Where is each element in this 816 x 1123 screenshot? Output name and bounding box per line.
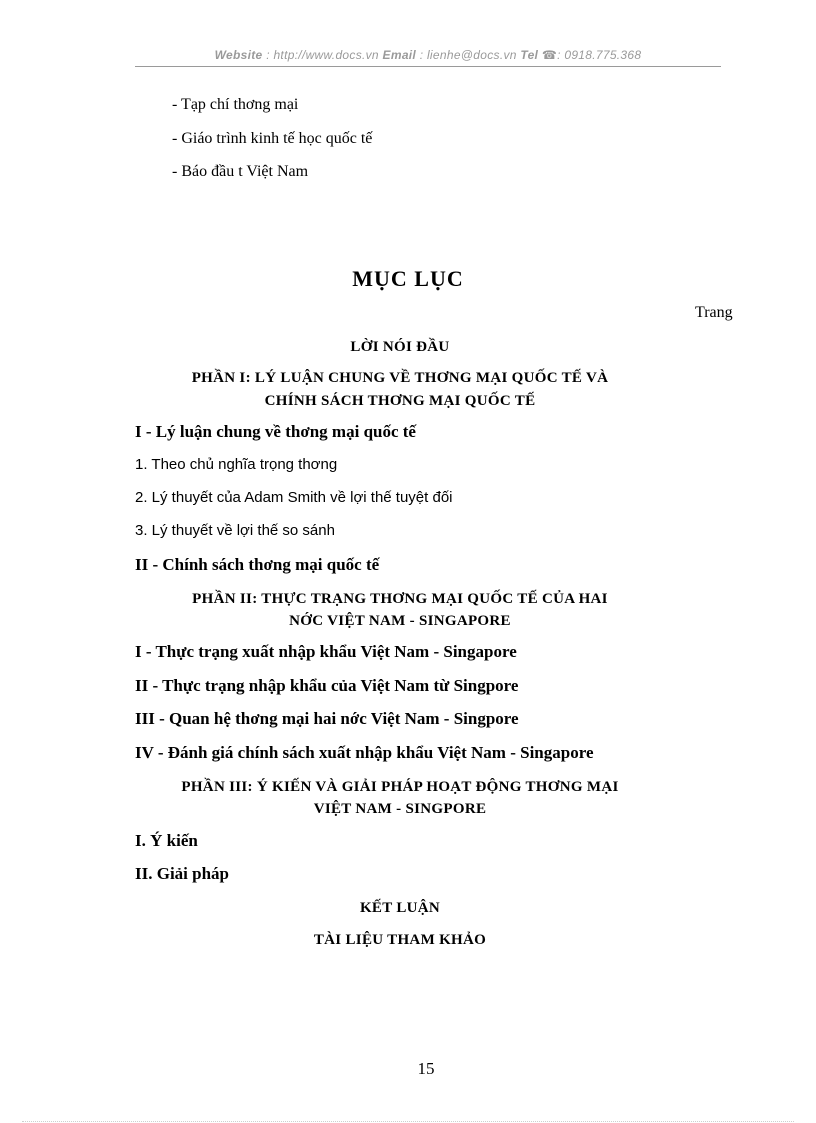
phone-icon: ☎	[541, 48, 558, 62]
toc-conclusion: KẾT LUẬN	[359, 900, 441, 916]
toc-entry: 1. Theo chủ nghĩa trọng thơng	[135, 456, 338, 473]
toc-entry: IV - Đánh giá chính sách xuất nhập khẩu Việt Nam - Singapore	[135, 743, 594, 762]
toc-part2-heading-cont: NỚC VIỆT NAM - SINGAPORE	[289, 613, 511, 629]
page-number: 15	[417, 1059, 435, 1078]
toc-part1-heading-cont: CHÍNH SÁCH THƠNG MẠI QUỐC TẾ	[264, 393, 536, 409]
toc-entry: 2. Lý thuyết của Adam Smith về lợi thế tuyệt đối	[135, 489, 453, 506]
tel-label: Tel	[520, 48, 539, 62]
toc-entry: I. Ý kiến	[135, 831, 198, 850]
tel-number: : 0918.775.368	[557, 48, 642, 62]
toc-intro: LỜI NÓI ĐẦU	[350, 339, 450, 355]
reference-item: - Tạp chí thơng mại	[172, 96, 299, 113]
email-address: : lienhe@docs.vn	[419, 48, 517, 62]
website-url: : http://www.docs.vn	[266, 48, 379, 62]
page-column-label: Trang	[695, 304, 733, 321]
toc-bibliography: TÀI LIỆU THAM KHẢO	[313, 932, 487, 948]
reference-item: - Báo đầu t Việt Nam	[172, 163, 309, 180]
page-header	[135, 48, 721, 62]
website-label: Website	[214, 48, 263, 62]
reference-item: - Giáo trình kinh tế học quốc tế	[172, 130, 373, 147]
toc-entry: I - Thực trạng xuất nhập khẩu Việt Nam - Singapore	[135, 642, 517, 661]
toc-title: MỤC LỤC	[352, 266, 464, 291]
toc-part1-heading: PHẦN I: LÝ LUẬN CHUNG VỀ THƠNG MẠI QUỐC TẾ VÀ	[191, 370, 609, 386]
toc-entry: 3. Lý thuyết về lợi thế so sánh	[135, 522, 335, 539]
toc-entry: II - Thực trạng nhập khẩu của Việt Nam từ Singpore	[135, 676, 519, 695]
toc-part3-heading-cont: VIỆT NAM - SINGPORE	[313, 801, 487, 817]
footer-divider	[22, 1121, 794, 1122]
toc-entry: II. Giải pháp	[135, 864, 230, 883]
toc-entry: III - Quan hệ thơng mại hai nớc Việt Nam - Singpore	[135, 709, 519, 728]
toc-entry: II - Chính sách thơng mại quốc tế	[135, 555, 380, 574]
header-divider	[135, 66, 721, 67]
email-label: Email	[382, 48, 417, 62]
toc-part2-heading: PHẦN II: THỰC TRẠNG THƠNG MẠI QUỐC TẾ CỦA HAI	[192, 591, 608, 607]
toc-entry: I - Lý luận chung về thơng mại quốc tế	[135, 422, 416, 441]
toc-part3-heading: PHẦN III: Ý KIẾN VÀ GIẢI PHÁP HOẠT ĐỘNG THƠNG MẠI	[181, 779, 619, 795]
